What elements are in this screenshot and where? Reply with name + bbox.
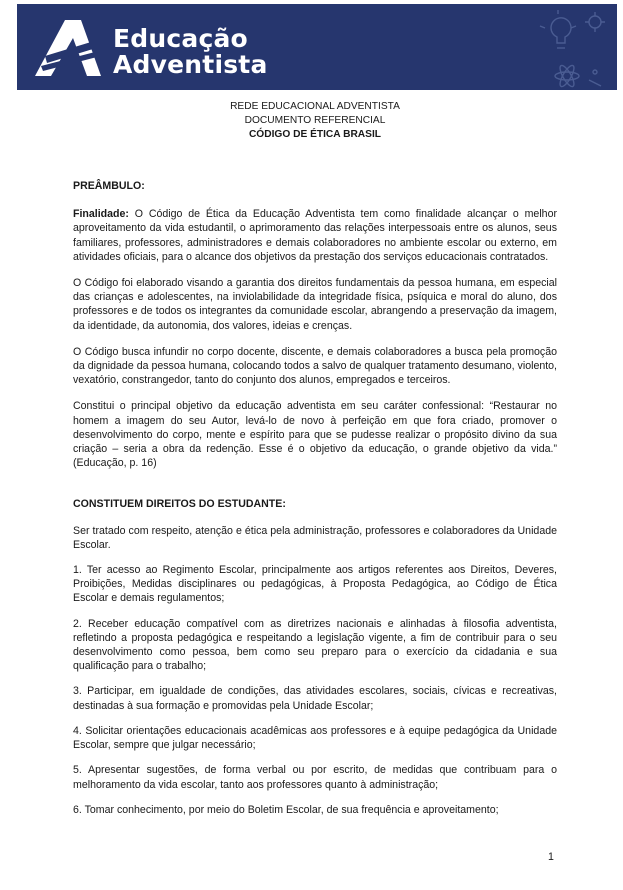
preamble-paragraph-4: Constitui o principal objetivo da educação adventista em seu caráter confessional: “Restaurar no homem a imagem do seu Autor, levá-lo de novo à perfeição em que fora criado, promover o desenvolvimento do corpo, mente e espírito para que se pudesse realizar o propósito divino da sua criação – seria a obra da redenção. Esse é o objetivo da educação, o grande objetivo da vida.” (Educação, p. 16): [73, 400, 557, 470]
header-line-doc-type: DOCUMENTO REFERENCIAL: [244, 115, 386, 126]
brand-line-2: Adventista: [113, 50, 268, 79]
preamble-paragraph-1: [73, 207, 557, 264]
student-right-item: 6. Tomar conhecimento, por meio do Boletim Escolar, de sua frequência e aproveitamento;: [73, 803, 499, 816]
student-rights-heading: CONSTITUEM DIREITOS DO ESTUDANTE:: [73, 498, 286, 511]
preamble-heading: PREÂMBULO:: [73, 180, 145, 192]
preamble-paragraph-2: O Código foi elaborado visando a garantia dos direitos fundamentais da pessoa humana, em especial das crianças e adolescentes, na inviolabilidade da integridade física, psíquica e moral do aluno, dos professores e de todos os integrantes da comunidade escolar, abrangendo a preservação da imagem, da identidade, da autonomia, dos valores, ideias e crenças.: [73, 277, 557, 332]
science-doodle-icon: [509, 8, 609, 90]
student-right-item: 3. Participar, em igualdade de condições, das atividades escolares, sociais, cívicas e recreativas, destinadas à sua formação e promovidas pela Unidade Escolar;: [73, 685, 557, 712]
brand-name: [113, 26, 268, 78]
header-line-network: REDE EDUCACIONAL ADVENTISTA: [230, 101, 400, 112]
student-right-item: 5. Apresentar sugestões, de forma verbal ou por escrito, de medidas que contribuam para o melhoramento da vida escolar, tanto aos professores quanto à administração;: [73, 764, 557, 791]
student-right-item: 1. Ter acesso ao Regimento Escolar, principalmente aos artigos referentes aos Direitos, Deveres, Proibições, Medidas disciplinares ou pedagógicas, à Proposta Pedagógica, ao Código de Ética Escolar e demais regulamentos;: [73, 564, 557, 605]
purpose-text: O Código de Ética da Educação Adventista tem como finalidade alcançar o melhor aproveitamento da vida estudantil, o aprimoramento das relações interpessoais entre os alunos, seus familiares, professores, administradores e demais colaboradores no ambiente escolar ou externo, em atividades oficiais, para o alcance dos objetivos da prestação dos serviços educacionais contratados.: [73, 208, 557, 263]
page-number: 1: [548, 851, 554, 863]
student-right-item: 4. Solicitar orientações educacionais acadêmicas aos professores e à equipe pedagógica da Unidade Escolar, sempre que julgar necessário;: [73, 724, 557, 752]
document-body: [73, 179, 557, 817]
preamble-paragraph-3: O Código busca infundir no corpo docente, discente, e demais colaboradores a busca pela promoção da dignidade da pessoa humana, colocando todos a salvo de qualquer tratamento desumano, violento, vexatório, constrangedor, tanto do conjunto dos alunos, empregados e terceiros.: [73, 345, 557, 387]
purpose-label: Finalidade:: [73, 208, 129, 221]
educacao-adventista-logo-icon: [31, 16, 107, 80]
document-title: CÓDIGO DE ÉTICA BRASIL: [248, 129, 382, 140]
brand-line-1: Educação: [113, 24, 248, 53]
document-header: [0, 100, 623, 142]
student-rights-intro: Ser tratado com respeito, atenção e ética pela administração, professores e colaboradores da Unidade Escolar.: [73, 524, 557, 551]
student-right-item: 2. Receber educação compatível com as diretrizes nacionais e alinhadas à filosofia adventista, refletindo a proposta pedagógica e respeitando a legislação vigente, a fim de contribuir para o seu desenvolvimento como pessoa, bem como seu preparo para o exercício da cidadania e sua qualificação para o trabalho;: [73, 617, 557, 673]
header-banner: [17, 4, 617, 90]
